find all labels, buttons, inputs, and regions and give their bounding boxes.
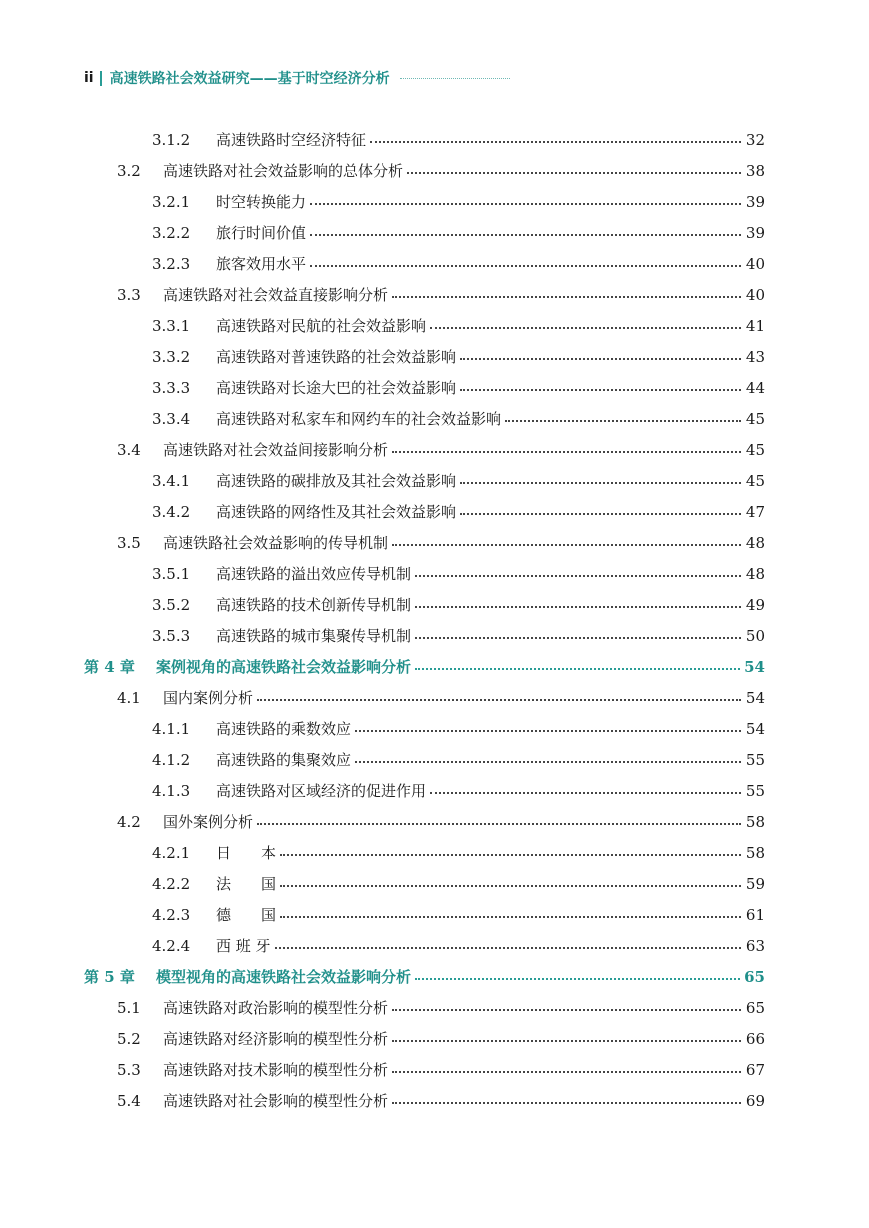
toc-entry-title: 高速铁路对普速铁路的社会效益影响	[216, 348, 457, 366]
toc-entry-page: 32	[745, 130, 765, 149]
toc-entry[interactable]	[152, 465, 765, 496]
toc-entry[interactable]	[117, 992, 765, 1023]
toc-entry[interactable]	[117, 806, 765, 837]
toc-entry[interactable]	[152, 899, 765, 930]
toc-entry[interactable]	[152, 403, 765, 434]
toc-entry-title: 高速铁路对区域经济的促进作用	[216, 782, 427, 800]
toc-entry-title: 高速铁路对长途大巴的社会效益影响	[216, 379, 457, 397]
toc-entry-title: 西 班 牙	[216, 937, 271, 955]
toc-entry-page: 69	[745, 1091, 765, 1110]
toc-leader-dots	[392, 1009, 741, 1011]
toc-entry-number: 第 5 章	[84, 968, 135, 986]
toc-entry-number: 3.4	[117, 440, 141, 459]
toc-entry-title: 模型视角的高速铁路社会效益影响分析	[156, 968, 412, 986]
toc-leader-dots	[415, 637, 741, 639]
toc-leader-dots	[415, 575, 741, 577]
toc-leader-dots	[257, 699, 741, 701]
toc-entry[interactable]	[152, 558, 765, 589]
toc-entry-page: 45	[745, 440, 765, 459]
toc-leader-dots	[460, 358, 741, 360]
toc-entry-number: 第 4 章	[84, 658, 135, 676]
toc-leader-dots	[415, 978, 740, 980]
toc-entry[interactable]	[152, 744, 765, 775]
header-dotted-rule	[400, 78, 510, 79]
toc-entry[interactable]	[152, 713, 765, 744]
toc-entry-title: 高速铁路对社会效益间接影响分析	[163, 441, 389, 459]
toc-entry[interactable]	[152, 775, 765, 806]
toc-entry-page: 54	[745, 688, 765, 707]
toc-entry-title: 高速铁路的溢出效应传导机制	[216, 565, 412, 583]
toc-entry-title: 时空转换能力	[216, 193, 307, 211]
toc-chapter-entry[interactable]	[84, 961, 765, 992]
toc-entry-title: 高速铁路时空经济特征	[216, 131, 367, 149]
toc-entry-number: 4.1	[117, 688, 141, 707]
toc-leader-dots	[415, 668, 740, 670]
toc-entry[interactable]	[152, 341, 765, 372]
toc-entry[interactable]	[117, 1085, 765, 1116]
toc-entry-page: 65	[745, 998, 765, 1017]
toc-entry[interactable]	[117, 1054, 765, 1085]
toc-entry-page: 44	[745, 378, 765, 397]
toc-entry-page: 47	[745, 502, 765, 521]
toc-entry-title: 高速铁路的网络性及其社会效益影响	[216, 503, 457, 521]
toc-entry-page: 43	[745, 347, 765, 366]
toc-entry[interactable]	[152, 620, 765, 651]
toc-entry-title: 日 本	[216, 844, 277, 862]
toc-entry[interactable]	[152, 217, 765, 248]
toc-entry[interactable]	[152, 589, 765, 620]
toc-entry-page: 50	[745, 626, 765, 645]
toc-entry-title: 高速铁路对经济影响的模型性分析	[163, 1030, 389, 1048]
toc-entry-page: 40	[745, 254, 765, 273]
toc-entry-number: 4.2	[117, 812, 141, 831]
toc-entry-number: 3.1.2	[152, 130, 191, 149]
toc-entry-title: 高速铁路对技术影响的模型性分析	[163, 1061, 389, 1079]
toc-entry-number: 3.3	[117, 285, 141, 304]
toc-leader-dots	[310, 203, 741, 205]
toc-entry[interactable]	[117, 434, 765, 465]
toc-entry-page: 48	[745, 533, 765, 552]
toc-entry-number: 3.2	[117, 161, 141, 180]
toc-entry[interactable]	[117, 155, 765, 186]
toc-entry-number: 4.1.1	[152, 719, 191, 738]
toc-entry-title: 高速铁路对社会影响的模型性分析	[163, 1092, 389, 1110]
toc-entry-number: 3.3.1	[152, 316, 191, 335]
toc-chapter-entry[interactable]	[84, 651, 765, 682]
toc-entry-title: 案例视角的高速铁路社会效益影响分析	[156, 658, 412, 676]
running-header	[84, 66, 510, 90]
toc-entry-number: 3.5.2	[152, 595, 191, 614]
toc-entry-page: 61	[745, 905, 765, 924]
toc-entry-title: 高速铁路对社会效益直接影响分析	[163, 286, 389, 304]
toc-entry-page: 38	[745, 161, 765, 180]
toc-leader-dots	[430, 327, 741, 329]
toc-entry-page: 45	[745, 409, 765, 428]
toc-entry[interactable]	[152, 930, 765, 961]
toc-entry-title: 高速铁路的集聚效应	[216, 751, 352, 769]
toc-entry[interactable]	[117, 682, 765, 713]
toc-entry-number: 3.4.1	[152, 471, 191, 490]
toc-entry-page: 54	[745, 719, 765, 738]
toc-entry-page: 39	[745, 192, 765, 211]
toc-leader-dots	[415, 606, 741, 608]
toc-leader-dots	[392, 1102, 741, 1104]
toc-entry-number: 3.2.1	[152, 192, 191, 211]
toc-leader-dots	[407, 172, 741, 174]
toc-leader-dots	[280, 885, 741, 887]
toc-entry-page: 55	[745, 750, 765, 769]
toc-entry-number: 3.4.2	[152, 502, 191, 521]
toc-entry-number: 3.3.2	[152, 347, 191, 366]
toc-entry-title: 高速铁路的技术创新传导机制	[216, 596, 412, 614]
toc-entry-page: 55	[745, 781, 765, 800]
toc-entry-number: 3.2.3	[152, 254, 191, 273]
toc-entry-page: 63	[745, 936, 765, 955]
toc-entry-number: 3.5.3	[152, 626, 191, 645]
toc-leader-dots	[460, 482, 741, 484]
toc-leader-dots	[355, 761, 741, 763]
toc-entry-title: 高速铁路社会效益影响的传导机制	[163, 534, 389, 552]
toc-entry-number: 3.3.4	[152, 409, 191, 428]
toc-entry[interactable]	[152, 248, 765, 279]
toc-leader-dots	[392, 1040, 741, 1042]
toc-entry-number: 4.1.3	[152, 781, 191, 800]
toc-entry-number: 3.5	[117, 533, 141, 552]
toc-entry-page: 67	[745, 1060, 765, 1079]
toc-entry[interactable]	[152, 124, 765, 155]
toc-entry-page: 49	[745, 595, 765, 614]
header-divider	[100, 71, 102, 86]
toc-entry-title: 旅行时间价值	[216, 224, 307, 242]
toc-entry-number: 5.3	[117, 1060, 141, 1079]
toc-entry-page: 48	[745, 564, 765, 583]
toc-entry-page: 41	[745, 316, 765, 335]
toc-entry[interactable]	[117, 279, 765, 310]
toc-entry-page: 59	[745, 874, 765, 893]
toc-leader-dots	[505, 420, 741, 422]
toc-entry[interactable]	[152, 868, 765, 899]
toc-entry-title: 国内案例分析	[163, 689, 254, 707]
toc-entry-title: 国外案例分析	[163, 813, 254, 831]
toc-leader-dots	[280, 916, 741, 918]
toc-entry-number: 5.4	[117, 1091, 141, 1110]
toc-entry-number: 3.3.3	[152, 378, 191, 397]
toc-leader-dots	[275, 947, 741, 949]
toc-entry-title: 德 国	[216, 906, 277, 924]
toc-entry-page: 58	[745, 843, 765, 862]
toc-leader-dots	[257, 823, 741, 825]
toc-entry-title: 高速铁路的城市集聚传导机制	[216, 627, 412, 645]
toc-entry-title: 旅客效用水平	[216, 255, 307, 273]
toc-entry-title: 高速铁路对私家车和网约车的社会效益影响	[216, 410, 502, 428]
toc-entry-number: 4.2.1	[152, 843, 191, 862]
toc-leader-dots	[392, 451, 741, 453]
toc-entry-number: 4.2.4	[152, 936, 191, 955]
toc-entry-page: 65	[744, 967, 765, 986]
toc-leader-dots	[460, 513, 741, 515]
toc-entry-title: 高速铁路对政治影响的模型性分析	[163, 999, 389, 1017]
toc-entry-page: 45	[745, 471, 765, 490]
toc-entry-page: 58	[745, 812, 765, 831]
toc-entry-page: 66	[745, 1029, 765, 1048]
toc-entry-title: 高速铁路的乘数效应	[216, 720, 352, 738]
toc-leader-dots	[310, 265, 741, 267]
toc-entry-number: 4.2.2	[152, 874, 191, 893]
toc-entry-number: 5.1	[117, 998, 141, 1017]
toc-entry-title: 高速铁路的碳排放及其社会效益影响	[216, 472, 457, 490]
toc-leader-dots	[392, 296, 741, 298]
toc-entry[interactable]	[117, 527, 765, 558]
header-book-title: 高速铁路社会效益研究——基于时空经济分析	[109, 71, 390, 87]
header-page-number: ii	[84, 70, 94, 86]
toc-entry[interactable]	[152, 186, 765, 217]
toc-entry-title: 法 国	[216, 875, 277, 893]
toc-entry[interactable]	[152, 310, 765, 341]
toc-leader-dots	[280, 854, 741, 856]
toc-leader-dots	[355, 730, 741, 732]
toc-entry-title: 高速铁路对民航的社会效益影响	[216, 317, 427, 335]
toc-entry-page: 54	[744, 657, 765, 676]
toc-entry-number: 4.2.3	[152, 905, 191, 924]
toc-entry-number: 4.1.2	[152, 750, 191, 769]
toc-entry-number: 3.5.1	[152, 564, 191, 583]
toc-entry-number: 3.2.2	[152, 223, 191, 242]
toc-entry[interactable]	[152, 837, 765, 868]
toc-entry-page: 39	[745, 223, 765, 242]
toc-entry[interactable]	[152, 496, 765, 527]
toc-leader-dots	[460, 389, 741, 391]
toc-entry-number: 5.2	[117, 1029, 141, 1048]
toc-leader-dots	[392, 1071, 741, 1073]
toc-entry-page: 40	[745, 285, 765, 304]
toc-entry-title: 高速铁路对社会效益影响的总体分析	[163, 162, 404, 180]
toc-leader-dots	[310, 234, 741, 236]
toc-leader-dots	[430, 792, 741, 794]
toc-entry[interactable]	[152, 372, 765, 403]
toc-leader-dots	[392, 544, 741, 546]
toc-leader-dots	[370, 141, 741, 143]
toc-entry[interactable]	[117, 1023, 765, 1054]
